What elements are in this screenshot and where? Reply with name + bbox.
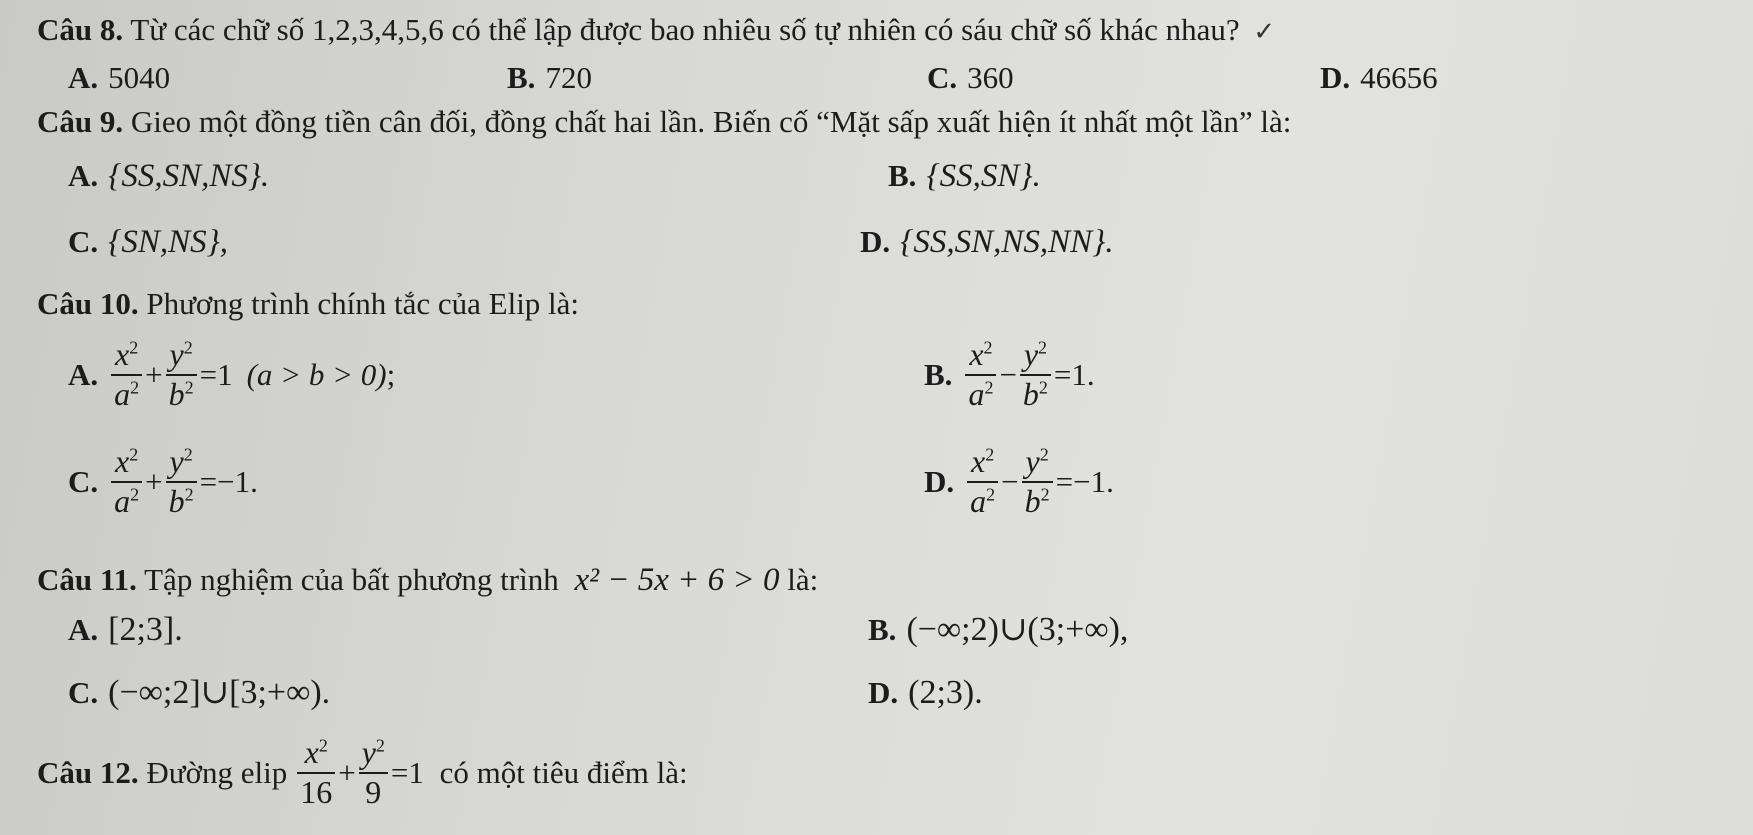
exponent: 2: [129, 337, 139, 358]
denominator-16: 16: [300, 773, 333, 810]
denominator-b: b: [168, 482, 185, 519]
denominator-a: a: [968, 375, 985, 412]
option-value: {SS,SN}.: [926, 158, 1041, 194]
numerator-x: x: [969, 336, 984, 372]
fraction-y2-9: [359, 736, 388, 809]
option-value: {SS,SN,NS}.: [108, 158, 270, 194]
operator: +: [338, 755, 356, 791]
question-11-number: Câu 11.: [37, 562, 137, 597]
option-letter: A.: [68, 612, 99, 647]
option-value: (−∞;2]∪[3;+∞).: [108, 674, 331, 711]
numerator-x: x: [115, 443, 130, 479]
fraction-x2-a2: [965, 338, 996, 411]
option-letter: D.: [860, 224, 891, 259]
numerator-x: x: [971, 443, 986, 479]
option-letter: B.: [868, 612, 897, 647]
question-8-option-c[interactable]: [927, 62, 1014, 93]
exponent: 2: [986, 483, 996, 504]
denominator-a: a: [970, 482, 987, 519]
denominator-b: b: [1024, 482, 1041, 519]
denominator-b: b: [1022, 375, 1039, 412]
option-letter: B.: [924, 357, 953, 393]
numerator-y: y: [1023, 336, 1039, 372]
option-letter: B.: [888, 158, 917, 193]
question-11-option-b[interactable]: [868, 613, 1128, 647]
option-letter: A.: [68, 158, 99, 193]
exponent: 2: [1038, 337, 1048, 358]
question-9: [37, 106, 1291, 137]
exponent: 2: [1040, 483, 1050, 504]
numerator-y: y: [169, 443, 184, 479]
denominator-9: 9: [365, 773, 382, 810]
fraction-y2-b2: [1022, 445, 1053, 518]
fraction-y2-b2: [1020, 338, 1051, 411]
check-mark-icon: ✓: [1253, 17, 1276, 47]
question-9-option-a[interactable]: [68, 160, 269, 193]
right-hand-side: =−1.: [199, 464, 258, 500]
exponent: 2: [183, 337, 193, 358]
question-8-option-b[interactable]: [507, 62, 592, 93]
question-10-option-c[interactable]: [68, 445, 258, 518]
fraction-x2-a2: [111, 445, 142, 518]
question-9-number: Câu 9.: [37, 104, 124, 139]
numerator-y: y: [169, 336, 184, 372]
question-11-option-d[interactable]: [868, 676, 983, 710]
question-12-number: Câu 12.: [37, 755, 139, 791]
question-8-option-d[interactable]: [1320, 62, 1438, 93]
denominator-a: a: [114, 375, 131, 412]
question-9-option-d[interactable]: [860, 226, 1114, 259]
exponent: 2: [130, 376, 140, 397]
question-11-text: Tập nghiệm của bất phương trình: [144, 562, 559, 597]
numerator-x: x: [304, 734, 319, 770]
question-8-option-a[interactable]: [68, 62, 170, 93]
question-10-text: Phương trình chính tắc của Elip là:: [146, 286, 580, 321]
question-10-option-a[interactable]: [68, 338, 395, 411]
question-9-option-b[interactable]: [888, 160, 1041, 193]
exponent: 2: [318, 735, 328, 756]
option-value: 46656: [1360, 60, 1438, 95]
option-letter: D.: [924, 464, 955, 500]
exponent: 2: [985, 444, 995, 465]
option-value: {SN,NS},: [108, 224, 229, 260]
denominator-a: a: [114, 482, 131, 519]
question-12: [37, 736, 688, 809]
numerator-y: y: [1025, 443, 1040, 479]
right-hand-side: =1: [390, 755, 424, 791]
question-8-text: Từ các chữ số 1,2,3,4,5,6 có thể lập được bao nhiêu số tự nhiên có sáu chữ số khác nhau?: [130, 12, 1240, 47]
option-letter: D.: [1320, 60, 1351, 95]
operator: −: [999, 357, 1017, 393]
right-hand-side: =−1.: [1055, 464, 1114, 500]
exponent: 2: [130, 483, 140, 504]
option-value: {SS,SN,NS,NN}.: [900, 224, 1114, 260]
fraction-y2-b2: [166, 445, 197, 518]
option-letter: A.: [68, 60, 99, 95]
option-letter: B.: [507, 60, 536, 95]
option-letter: C.: [68, 464, 99, 500]
option-value: 5040: [108, 60, 171, 95]
exponent: 2: [983, 337, 993, 358]
operator: +: [145, 357, 163, 393]
fraction-x2-a2: [967, 445, 998, 518]
operator: +: [145, 464, 163, 500]
question-8: [37, 14, 1275, 45]
option-letter: C.: [68, 224, 99, 259]
option-letter: D.: [868, 675, 899, 710]
exponent: 2: [129, 444, 139, 465]
fraction-y2-b2: [166, 338, 197, 411]
right-hand-side: =1: [199, 357, 233, 393]
option-letter: C.: [927, 60, 958, 95]
exponent: 2: [1038, 376, 1048, 397]
option-value: [2;3].: [108, 611, 183, 648]
question-12-text: Đường elip: [146, 755, 288, 791]
question-9-text: Gieo một đồng tiền cân đối, đồng chất hai lần. Biến cố “Mặt sấp xuất hiện ít nhất một lần” là:: [130, 104, 1292, 139]
question-9-option-c[interactable]: [68, 226, 228, 259]
question-11: [37, 564, 818, 597]
option-letter: A.: [68, 357, 99, 393]
exponent: 2: [375, 735, 385, 756]
inequality: x² − 5x + 6 > 0: [574, 562, 780, 598]
option-letter: C.: [68, 675, 99, 710]
numerator-y: y: [361, 734, 376, 770]
numerator-x: x: [115, 336, 130, 372]
question-12-tail: có một tiêu điểm là:: [439, 755, 688, 791]
fraction-x2-16: [297, 736, 335, 809]
denominator-b: b: [168, 375, 185, 412]
question-10-option-b[interactable]: [924, 338, 1095, 411]
question-11-option-a[interactable]: [68, 613, 183, 647]
question-11-tail: là:: [787, 562, 819, 597]
exponent: 2: [183, 444, 193, 465]
question-10-number: Câu 10.: [37, 286, 139, 321]
question-10: [37, 288, 579, 319]
operator: −: [1001, 464, 1019, 500]
question-10-option-d[interactable]: [924, 445, 1114, 518]
fraction-x2-a2: [111, 338, 142, 411]
option-value: (−∞;2)∪(3;+∞),: [906, 611, 1129, 648]
exponent: 2: [1039, 444, 1049, 465]
right-hand-side: =1.: [1053, 357, 1095, 393]
exponent: 2: [984, 376, 994, 397]
exponent: 2: [184, 483, 194, 504]
question-8-number: Câu 8.: [37, 12, 124, 47]
condition: (a > b > 0): [246, 357, 387, 393]
question-11-option-c[interactable]: [68, 676, 330, 710]
option-value: (2;3).: [908, 674, 983, 711]
option-value: 720: [545, 60, 592, 95]
end-punct: ;: [386, 357, 396, 393]
option-value: 360: [967, 60, 1014, 95]
exponent: 2: [184, 376, 194, 397]
